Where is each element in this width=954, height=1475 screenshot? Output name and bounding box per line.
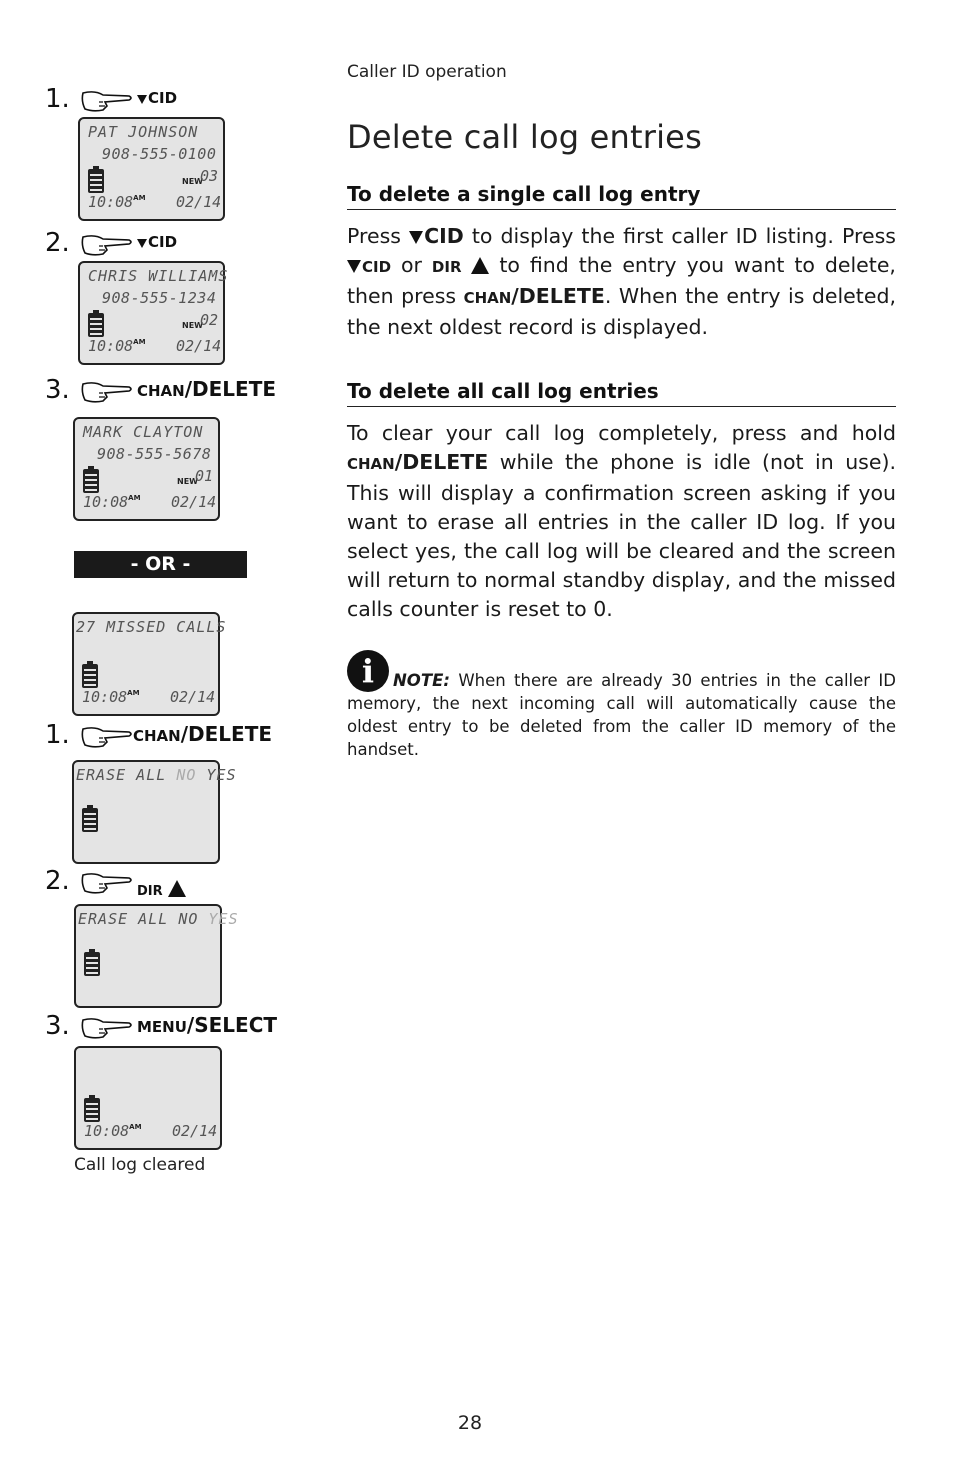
pointing-hand-icon [79,723,135,749]
down-arrow-icon [137,239,147,248]
caption-call-log-cleared: Call log cleared [74,1155,206,1175]
paragraph-single-entry: Press CID to display the first caller ID listing. Press CID or DIR to find the entry you want to delete, then press CHAN/DELETE. When the entry is deleted, the next oldest record is displayed. [347,224,896,339]
note-text: When there are already 30 entries in the caller ID memory, the next incoming call will automatically cause the oldest entry to be deleted from the caller ID memory of the handset. [347,671,896,759]
heading-single-entry: To delete a single call log entry [347,182,896,210]
up-arrow-icon [168,880,186,897]
page-number: 28 [457,1412,483,1434]
paragraph-all-entries: To clear your call log completely, press and hold CHAN/DELETE while the phone is idle (not in use). This will display a confirmation screen asking if you want to erase all entries in the caller ID log. If you select yes, the call log will be cleared and the screen will return to normal standby display, and the missed calls counter is reset to 0. [347,421,896,621]
pointing-hand-icon [79,1014,135,1040]
pointing-hand-icon [79,231,135,257]
lcd-screen-mark-clayton: MARK CLAYTON 908-555-5678 NEW 01 $10:08^{AM}$ 02/14 [73,417,220,521]
lcd-screen-cleared: $10:08^{AM}$ 02/14 [74,1046,222,1150]
section-label: Caller ID operation [347,62,507,82]
battery-icon [88,169,104,193]
info-icon: i [347,650,389,692]
lcd-screen-erase-all-yes: ERASE ALL NO YES [74,904,222,1008]
pointing-hand-icon [79,87,135,113]
note-block [347,650,896,761]
up-arrow-icon [471,257,489,274]
down-arrow-icon [409,231,423,244]
battery-icon [84,952,100,976]
down-arrow-icon [347,260,361,273]
page-title: Delete call log entries [347,118,702,156]
lcd-screen-missed-calls: 27 MISSED CALLS $10:08^{AM}$ 02/14 [72,612,220,716]
lcd-screen-erase-all-no: ERASE ALL NO YES [72,760,220,864]
battery-icon [82,808,98,832]
battery-icon [83,469,99,493]
battery-icon [88,313,104,337]
or-divider: - OR - [74,551,247,578]
note-label: NOTE: [393,671,450,690]
lcd-screen-chris-williams: CHRIS WILLIAMS 908-555-1234 NEW 02 $10:08^{AM}$ 02/14 [78,261,225,365]
battery-icon [84,1098,100,1122]
down-arrow-icon [137,95,147,104]
lcd-screen-pat-johnson: PAT JOHNSON 908-555-0100 NEW 03 $10:08^{AM}$ 02/14 [78,117,225,221]
battery-icon [82,664,98,688]
pointing-hand-icon [79,869,135,895]
pointing-hand-icon [79,378,135,404]
heading-all-entries: To delete all call log entries [347,379,896,407]
